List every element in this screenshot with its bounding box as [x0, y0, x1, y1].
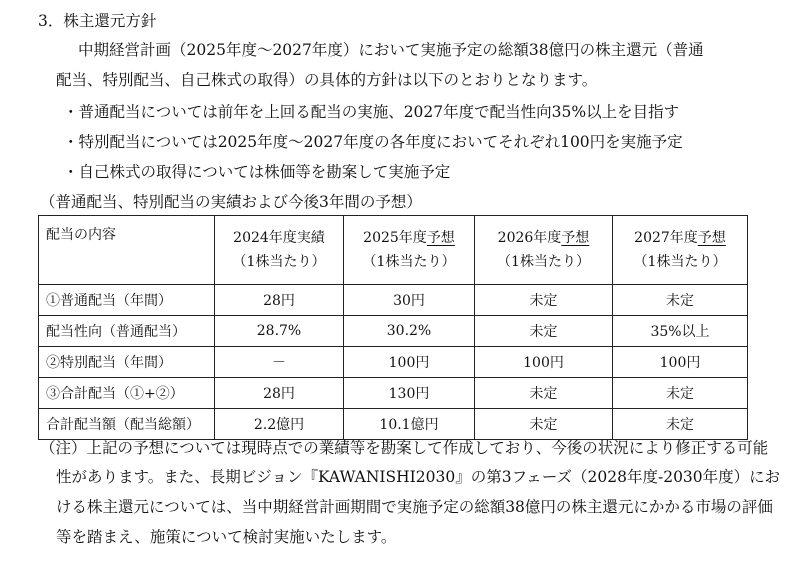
header-cell-2025 [344, 216, 475, 285]
policy-bullet-ordinary-dividend: ・普通配当については前年を上回る配当の実施、2027年度で配当性向35%以上を目指す [63, 103, 680, 121]
cell-value: 100円 [344, 347, 475, 378]
policy-bullet-special-dividend: ・特別配当については2025年度～2027年度の各年度においてそれぞれ100円を実施予定 [63, 133, 683, 151]
header-item-label: 配当の内容 [39, 216, 215, 285]
cell-value: 28.7% [215, 316, 344, 347]
cell-value: 未定 [613, 285, 748, 316]
header-year: 2027年度 [634, 230, 698, 246]
dividend-table [38, 215, 748, 440]
cell-value: 未定 [613, 409, 748, 440]
header-title-2025 [350, 226, 468, 250]
note-line-4: 等を踏まえ、施策について検討実施いたします。 [56, 528, 397, 546]
header-cell-2026 [475, 216, 613, 285]
header-kind: 実績 [296, 230, 325, 246]
row-label: ③合計配当（①+②） [39, 378, 215, 409]
note-line-3: ける株主還元については、当中期経営計画期間で実施予定の総額38億円の株主還元にかかる市場の評価 [56, 498, 773, 516]
cell-value: 未定 [475, 285, 613, 316]
row-label: ①普通配当（年間） [39, 285, 215, 316]
table-row-total-dividend [39, 378, 748, 409]
intro-paragraph-line-1: 中期経営計画（2025年度～2027年度）において実施予定の総額38億円の株主還元（普通 [78, 41, 704, 59]
cell-value: 28円 [215, 285, 344, 316]
cell-value: 未定 [613, 378, 748, 409]
header-unit: （1株当たり） [497, 254, 590, 270]
header-cell-2024 [215, 216, 344, 285]
table-row-total-dividend-amount [39, 409, 748, 440]
cell-value: 100円 [475, 347, 613, 378]
table-header-row [39, 216, 748, 285]
cell-value: 30.2% [344, 316, 475, 347]
header-year: 2024年度 [233, 230, 297, 246]
note-line-2: 性があります。また、長期ビジョン『KAWANISHI2030』の第3フェーズ（2028年度-2030年度）にお [56, 468, 781, 486]
table-row-ordinary-dividend [39, 285, 748, 316]
header-kind-forecast: 予想 [697, 230, 726, 246]
table-row-payout-ratio [39, 316, 748, 347]
header-year: 2025年度 [363, 230, 427, 246]
cell-value: 10.1億円 [344, 409, 475, 440]
section-heading: 3．株主還元方針 [38, 12, 157, 30]
cell-value: 100円 [613, 347, 748, 378]
header-unit: （1株当たり） [232, 254, 326, 270]
header-title-2027 [619, 226, 741, 250]
intro-paragraph-line-2: 配当、特別配当、自己株式の取得）の具体的方針は以下のとおりとなります。 [56, 71, 598, 89]
policy-bullet-share-buyback: ・自己株式の取得については株価等を勘案して実施予定 [63, 163, 451, 181]
row-label: 合計配当額（配当総額） [39, 409, 215, 440]
cell-value: 35%以上 [613, 316, 748, 347]
row-label: 配当性向（普通配当） [39, 316, 215, 347]
header-unit: （1株当たり） [633, 254, 727, 270]
header-unit: （1株当たり） [362, 254, 456, 270]
cell-value: 未定 [475, 378, 613, 409]
header-year: 2026年度 [497, 230, 562, 246]
cell-value: 28円 [215, 378, 344, 409]
table-row-special-dividend [39, 347, 748, 378]
table-caption: （普通配当、特別配当の実績および今後3年間の予想） [40, 193, 422, 211]
row-label: ②特別配当（年間） [39, 347, 215, 378]
header-kind-forecast: 予想 [561, 230, 590, 246]
cell-value: 130円 [344, 378, 475, 409]
cell-value: 2.2億円 [215, 409, 344, 440]
header-title-2026 [481, 226, 606, 250]
note-line-1: （注）上記の予想については現時点での業績等を勘案して作成しており、今後の状況により修正する可能 [40, 439, 769, 457]
header-title-2024 [221, 226, 337, 250]
header-cell-2027 [613, 216, 748, 285]
cell-value: 30円 [344, 285, 475, 316]
header-kind-forecast: 予想 [426, 230, 455, 246]
cell-value: 未定 [475, 316, 613, 347]
cell-value: 未定 [475, 409, 613, 440]
cell-value: － [215, 347, 344, 378]
